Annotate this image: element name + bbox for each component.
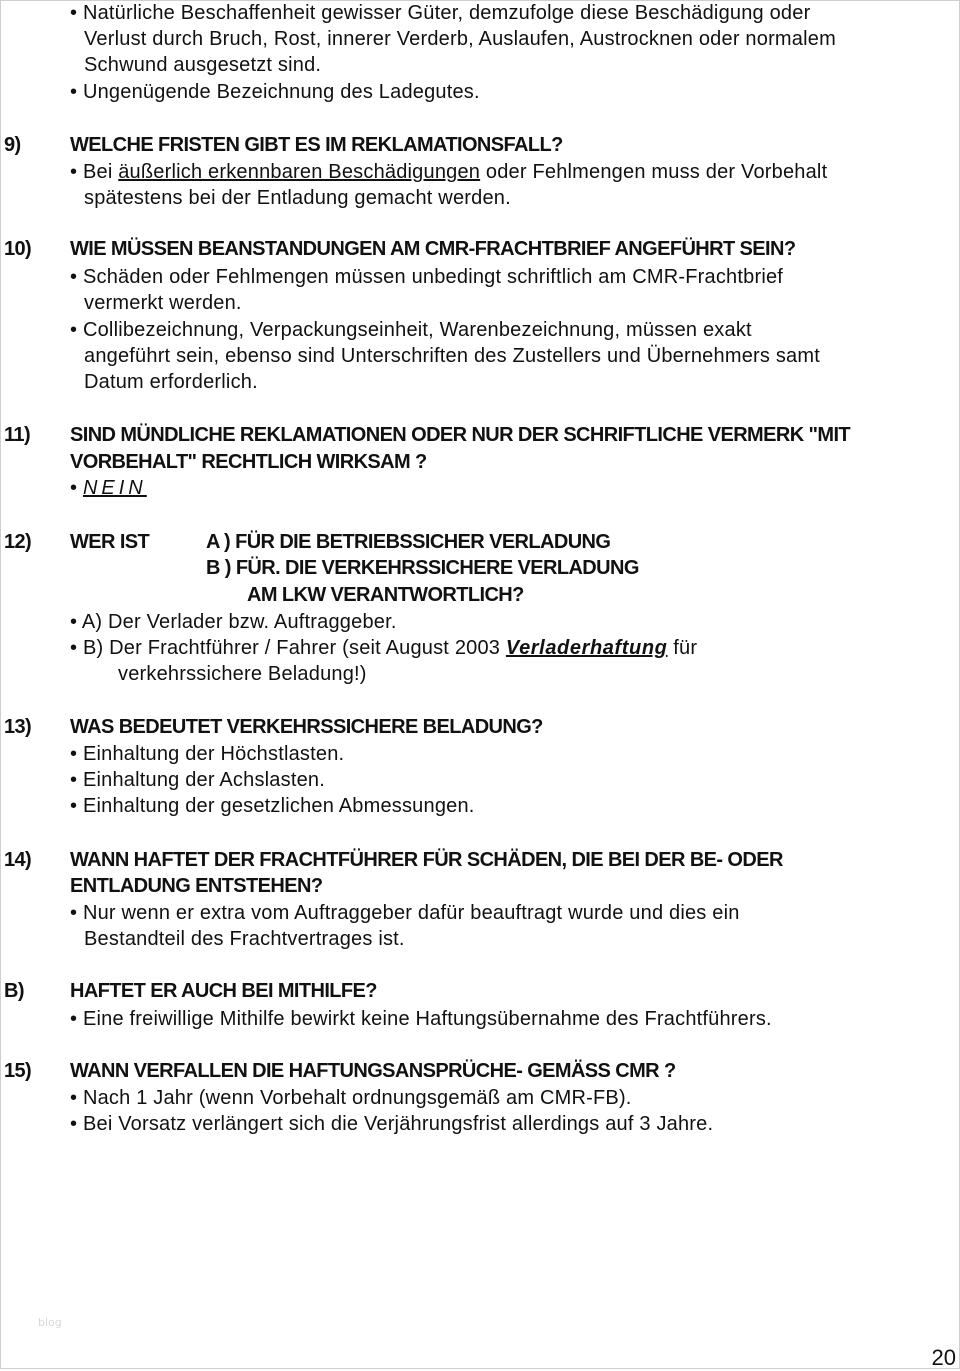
answer-suffix: oder Fehlmengen muss der Vorbehalt [480, 161, 828, 183]
answer-line: • A) Der Verlader bzw. Auftraggeber. [70, 611, 397, 633]
page-number: 20 [931, 1345, 956, 1370]
answer-line: Bestandteil des Frachtvertrages ist. [84, 928, 405, 950]
answer-suffix: für [667, 637, 698, 659]
question-title-line: ENTLADUNG ENTSTEHEN? [70, 875, 323, 897]
question-number: 13) [4, 716, 32, 738]
question-number: 14) [4, 849, 32, 871]
answer-line: • Schäden oder Fehlmengen müssen unbedingt schriftlich am CMR-Frachtbrief [70, 266, 784, 288]
answer-line: angeführt sein, ebenso sind Unterschriften des Zustellers und Übernehmers samt [84, 345, 820, 367]
question-title: WELCHE FRISTEN GIBT ES IM REKLAMATIONSFALL? [70, 134, 563, 156]
question-part-b: B ) FÜR. DIE VERKEHRSSICHERE VERLADUNG [206, 557, 639, 579]
bullet: • [70, 477, 83, 499]
answer-line: Datum erforderlich. [84, 371, 258, 393]
question-title: WAS BEDEUTET VERKEHRSSICHERE BELADUNG? [70, 716, 543, 738]
answer-line: • Nur wenn er extra vom Auftraggeber dafür beauftragt wurde und dies ein [70, 902, 740, 924]
answer-prefix: • B) Der Frachtführer / Fahrer (seit August 2003 [70, 637, 506, 659]
answer-line: vermerkt werden. [84, 292, 242, 314]
emphasized-term: Verladerhaftung [505, 637, 668, 659]
answer-line: • Collibezeichnung, Verpackungseinheit, Warenbezeichnung, müssen exakt [70, 319, 752, 341]
answer-line: • Einhaltung der gesetzlichen Abmessungen. [70, 795, 475, 817]
answer-line: • Einhaltung der Höchstlasten. [70, 743, 345, 765]
question-label: WER IST [70, 531, 150, 553]
question-title: WANN VERFALLEN DIE HAFTUNGSANSPRÜCHE- GEMÄSS CMR ? [70, 1060, 676, 1082]
question-title: WIE MÜSSEN BEANSTANDUNGEN AM CMR-FRACHTBRIEF ANGEFÜHRT SEIN? [70, 238, 796, 260]
question-title-line: WANN HAFTET DER FRACHTFÜHRER FÜR SCHÄDEN, DIE BEI DER BE- ODER [70, 849, 783, 871]
answer-line: verkehrssichere Beladung!) [118, 663, 367, 685]
question-title-line: SIND MÜNDLICHE REKLAMATIONEN ODER NUR DER SCHRIFTLICHE VERMERK "MIT [70, 424, 851, 446]
bullet-line: Schwund ausgesetzt sind. [84, 54, 322, 76]
watermark: blog [38, 1316, 62, 1329]
question-number: B) [4, 980, 24, 1002]
answer-line: • Einhaltung der Achslasten. [70, 769, 325, 791]
answer-line: spätestens bei der Entladung gemacht werden. [84, 187, 511, 209]
question-title: HAFTET ER AUCH BEI MITHILFE? [70, 980, 377, 1002]
answer-line: • Nach 1 Jahr (wenn Vorbehalt ordnungsgemäß am CMR-FB). [70, 1087, 632, 1109]
answer-line [70, 635, 697, 661]
question-number: 9) [4, 134, 21, 156]
bullet-line: Verlust durch Bruch, Rost, innerer Verderb, Auslaufen, Austrocknen oder normalem [84, 28, 836, 50]
question-number: 15) [4, 1060, 32, 1082]
bullet-line: • Natürliche Beschaffenheit gewisser Güter, demzufolge diese Beschädigung oder [70, 2, 811, 24]
question-title-line: VORBEHALT" RECHTLICH WIRKSAM ? [70, 451, 427, 473]
bullet-line: • Ungenügende Bezeichnung des Ladegutes. [70, 81, 480, 103]
underlined-phrase: äußerlich erkennbaren Beschädigungen [118, 161, 481, 183]
answer-nein: NEIN [82, 477, 147, 499]
answer-line: • Bei Vorsatz verlängert sich die Verjährungsfrist allerdings auf 3 Jahre. [70, 1113, 714, 1135]
question-number: 11) [4, 424, 31, 446]
question-part-b-cont: AM LKW VERANTWORTLICH? [247, 584, 524, 606]
question-number: 12) [4, 531, 32, 553]
question-number: 10) [4, 238, 32, 260]
answer-line: • Eine freiwillige Mithilfe bewirkt keine Haftungsübernahme des Frachtführers. [70, 1008, 772, 1030]
answer-prefix: • Bei [70, 161, 119, 183]
answer-line [70, 475, 147, 501]
answer-line [70, 159, 827, 185]
question-part-a: A ) FÜR DIE BETRIEBSSICHER VERLADUNG [206, 531, 611, 553]
